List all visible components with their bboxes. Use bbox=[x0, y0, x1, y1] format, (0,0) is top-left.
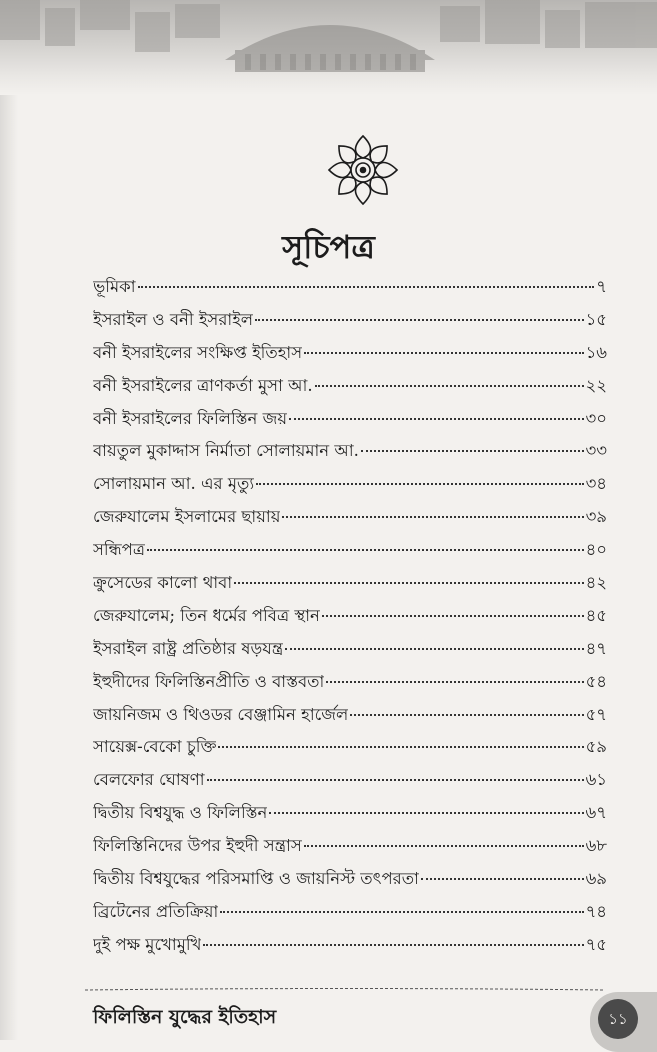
toc-leader-dots bbox=[138, 285, 595, 288]
footer-divider bbox=[85, 987, 605, 993]
toc-entry-page: ৬৮ bbox=[585, 836, 607, 856]
toc-entry[interactable] bbox=[93, 504, 607, 537]
toc-entry-page: ৩০ bbox=[585, 408, 607, 428]
toc-leader-dots bbox=[234, 581, 583, 584]
toc-leader-dots bbox=[207, 778, 584, 781]
toc-leader-dots bbox=[256, 482, 583, 485]
toc-leader-dots bbox=[304, 844, 584, 847]
toc-entry[interactable] bbox=[93, 307, 607, 340]
toc-entry[interactable] bbox=[93, 669, 607, 702]
footer-page-number: ১১ bbox=[598, 999, 638, 1039]
toc-entry-page: ৪০ bbox=[585, 540, 607, 560]
toc-entry-page: ৬৭ bbox=[585, 803, 607, 823]
toc-leader-dots bbox=[218, 745, 583, 748]
toc-entry-title: ইসরাইল ও বনী ইসরাইল bbox=[93, 309, 254, 329]
toc-entry-page: ৪৫ bbox=[585, 605, 607, 625]
toc-entry-title: বনী ইসরাইলের সংক্ষিপ্ত ইতিহাস bbox=[93, 342, 303, 362]
toc-entry-title: ইসরাইল রাষ্ট্র প্রতিষ্ঠার ষড়যন্ত্র bbox=[93, 638, 284, 658]
toc-entry[interactable] bbox=[93, 373, 607, 406]
toc-entry[interactable] bbox=[93, 274, 607, 307]
toc-leader-dots bbox=[350, 713, 583, 716]
floral-mandala-icon bbox=[325, 132, 401, 208]
footer-book-title: ফিলিস্তিন যুদ্ধের ইতিহাস bbox=[93, 1006, 277, 1028]
toc-entry[interactable] bbox=[93, 471, 607, 504]
toc-entry[interactable] bbox=[93, 932, 607, 965]
toc-entry-title: দ্বিতীয় বিশ্বযুদ্ধ ও ফিলিস্তিন bbox=[93, 803, 268, 823]
toc-leader-dots bbox=[203, 943, 583, 946]
toc-entry-title: দুই পক্ষ মুখোমুখি bbox=[93, 934, 202, 954]
toc-entry-title: বনী ইসরাইলের ত্রাণকর্তা মুসা আ. bbox=[93, 375, 313, 395]
page-gutter-shade bbox=[0, 0, 18, 1040]
toc-leader-dots bbox=[326, 680, 583, 683]
toc-leader-dots bbox=[315, 384, 584, 387]
toc-leader-dots bbox=[361, 449, 584, 452]
toc-entry-title: জায়নিজম ও থিওডর বেঞ্জামিন হার্জেল bbox=[93, 704, 349, 724]
toc-entry-title: ক্রুসেডের কালো থাবা bbox=[93, 573, 233, 593]
toc-leader-dots bbox=[255, 318, 584, 321]
toc-entry[interactable] bbox=[93, 570, 607, 603]
toc-entry[interactable] bbox=[93, 800, 607, 833]
header-city-banner bbox=[0, 0, 657, 95]
toc-list bbox=[93, 274, 607, 965]
toc-entry-page: ৫৪ bbox=[585, 671, 607, 691]
toc-entry-page: ৪৭ bbox=[585, 638, 607, 658]
toc-leader-dots bbox=[289, 417, 583, 420]
toc-leader-dots bbox=[282, 515, 583, 518]
toc-entry[interactable] bbox=[93, 833, 607, 866]
toc-entry-page: ৩৪ bbox=[585, 474, 607, 494]
toc-entry-page: ৬৯ bbox=[585, 869, 607, 889]
toc-entry-page: ৪২ bbox=[585, 573, 607, 593]
toc-entry-page: ১৬ bbox=[585, 342, 607, 362]
toc-entry[interactable] bbox=[93, 767, 607, 800]
toc-entry-page: ৩৩ bbox=[585, 441, 607, 461]
toc-entry-page: ৩৯ bbox=[585, 507, 607, 527]
toc-entry-title: সোলায়মান আ. এর মৃত্যু bbox=[93, 474, 255, 494]
toc-heading: সূচিপত্র bbox=[282, 228, 375, 266]
toc-leader-dots bbox=[147, 548, 584, 551]
toc-entry-page: ৭ bbox=[596, 277, 607, 296]
toc-entry[interactable] bbox=[93, 636, 607, 669]
toc-entry-title: দ্বিতীয় বিশ্বযুদ্ধের পরিসমাপ্তি ও জায়নিস্ট তৎপরতা bbox=[93, 869, 419, 889]
toc-entry-title: বেলফোর ঘোষণা bbox=[93, 770, 205, 790]
toc-entry-title: ভূমিকা bbox=[93, 277, 136, 296]
toc-entry-page: ২২ bbox=[585, 375, 607, 395]
toc-leader-dots bbox=[269, 811, 583, 814]
toc-entry-page: ৬১ bbox=[585, 770, 607, 790]
toc-entry[interactable] bbox=[93, 537, 607, 570]
toc-entry[interactable] bbox=[93, 406, 607, 439]
toc-entry-title: জেরুযালেম; তিন ধর্মের পবিত্র স্থান bbox=[93, 605, 320, 625]
toc-entry[interactable] bbox=[93, 603, 607, 636]
toc-entry-page: ৫৯ bbox=[585, 737, 607, 757]
toc-entry[interactable] bbox=[93, 734, 607, 767]
toc-leader-dots bbox=[421, 877, 584, 880]
toc-entry-title: সায়েক্স-বেকো চুক্তি bbox=[93, 737, 217, 757]
toc-entry-title: বনী ইসরাইলের ফিলিস্তিন জয় bbox=[93, 408, 288, 428]
toc-entry-title: ব্রিটেনের প্রতিক্রিয়া bbox=[93, 901, 219, 921]
toc-leader-dots bbox=[285, 647, 583, 650]
toc-entry[interactable] bbox=[93, 438, 607, 471]
toc-leader-dots bbox=[220, 910, 583, 913]
toc-entry-page: ১৫ bbox=[585, 309, 607, 329]
toc-entry-page: ৭৪ bbox=[585, 901, 607, 921]
toc-entry[interactable] bbox=[93, 340, 607, 373]
toc-entry-title: সন্ধিপত্র bbox=[93, 540, 146, 560]
toc-entry[interactable] bbox=[93, 866, 607, 899]
toc-entry-title: ফিলিস্তিনিদের উপর ইহুদী সন্ত্রাস bbox=[93, 836, 302, 856]
toc-entry-title: ইহুদীদের ফিলিস্তিনপ্রীতি ও বাস্তবতা bbox=[93, 671, 325, 691]
toc-leader-dots bbox=[304, 351, 583, 354]
toc-leader-dots bbox=[322, 614, 584, 617]
toc-entry-title: জেরুযালেম ইসলামের ছায়ায় bbox=[93, 507, 281, 527]
toc-entry-page: ৭৫ bbox=[585, 934, 607, 954]
toc-entry[interactable] bbox=[93, 702, 607, 735]
toc-entry-title: বায়তুল মুকাদ্দাস নির্মাতা সোলায়মান আ. bbox=[93, 441, 359, 461]
toc-entry[interactable] bbox=[93, 899, 607, 932]
toc-entry-page: ৫৭ bbox=[585, 704, 607, 724]
